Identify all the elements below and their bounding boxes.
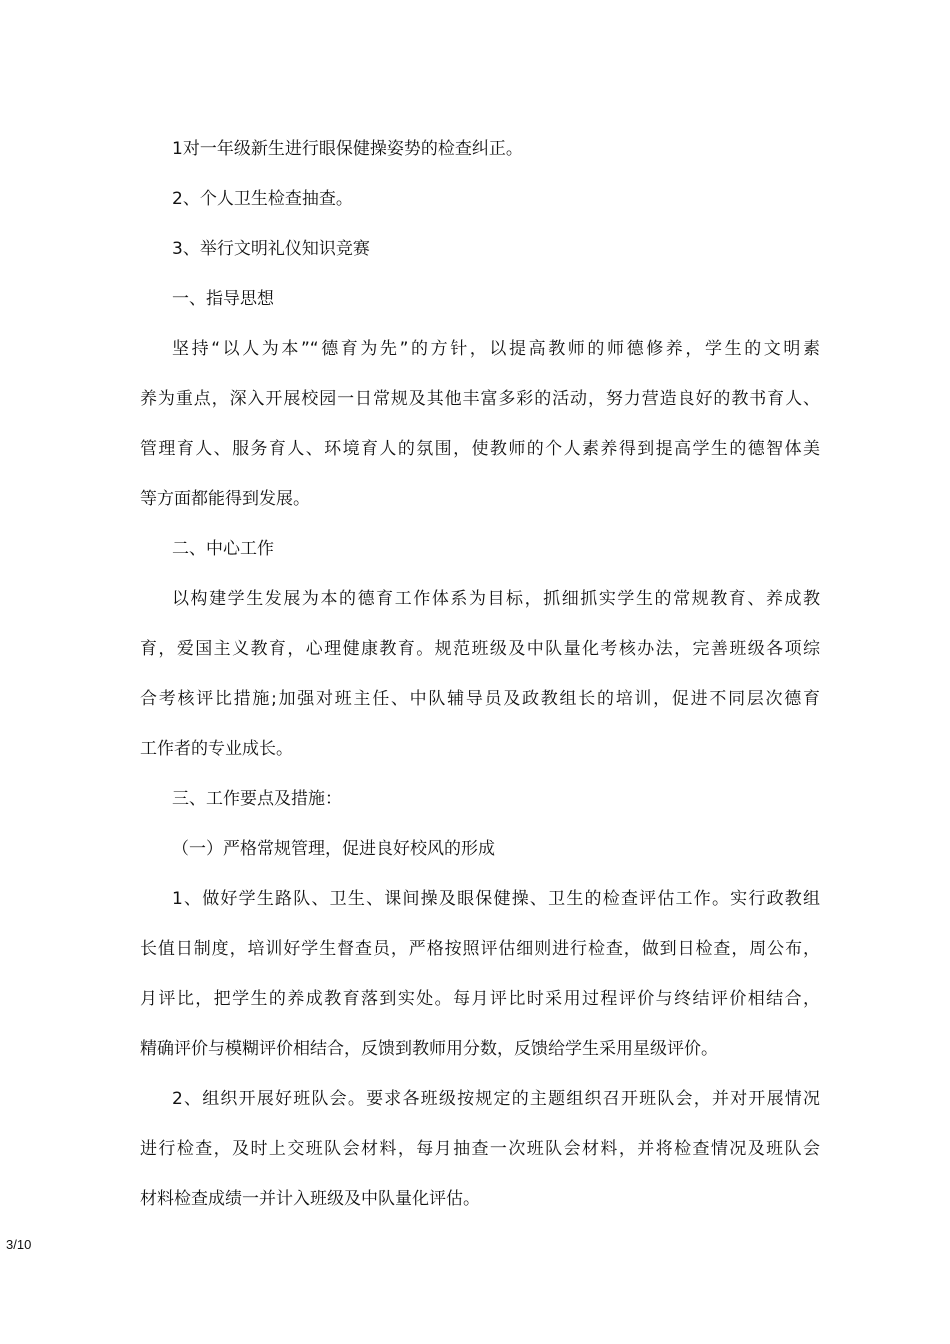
page-number: 3/10 xyxy=(6,1237,32,1252)
paragraph-line: 精确评价与模糊评价相结合，反馈到教师用分数，反馈给学生采用星级评价。 xyxy=(140,1039,718,1059)
list-item: 1对一年级新生进行眼保健操姿势的检查纠正。 xyxy=(172,139,523,159)
paragraph-line: 进行检查，及时上交班队会材料，每月抽查一次班队会材料，并将检查情况及班队会 xyxy=(140,1139,820,1159)
section-heading: 三、工作要点及措施： xyxy=(172,789,342,809)
document-body xyxy=(140,124,820,1224)
paragraph-line: 2、组织开展好班队会。要求各班级按规定的主题组织召开班队会，并对开展情况 xyxy=(172,1089,820,1109)
paragraph-line: 长值日制度，培训好学生督查员，严格按照评估细则进行检查，做到日检查，周公布， xyxy=(140,939,820,959)
paragraph-line: 工作者的专业成长。 xyxy=(140,739,293,759)
section-heading: 二、中心工作 xyxy=(172,539,274,559)
section-heading: 一、指导思想 xyxy=(172,289,274,309)
paragraph-line: 等方面都能得到发展。 xyxy=(140,489,310,509)
paragraph-line: 管理育人、服务育人、环境育人的氛围，使教师的个人素养得到提高学生的德智体美 xyxy=(140,439,820,459)
paragraph-line: 1、做好学生路队、卫生、课间操及眼保健操、卫生的检查评估工作。实行政教组 xyxy=(172,889,820,909)
paragraph-line: 养为重点，深入开展校园一日常规及其他丰富多彩的活动，努力营造良好的教书育人、 xyxy=(140,389,820,409)
paragraph-line: 坚持“以人为本”“德育为先”的方针，以提高教师的师德修养，学生的文明素 xyxy=(172,339,820,359)
paragraph-line: 以构建学生发展为本的德育工作体系为目标，抓细抓实学生的常规教育、养成教 xyxy=(172,589,820,609)
paragraph-line: 合考核评比措施;加强对班主任、中队辅导员及政教组长的培训，促进不同层次德育 xyxy=(140,689,820,709)
paragraph-line: 材料检查成绩一并计入班级及中队量化评估。 xyxy=(140,1189,480,1209)
list-item: 3、举行文明礼仪知识竞赛 xyxy=(172,239,370,259)
subsection-heading: （一）严格常规管理，促进良好校风的形成 xyxy=(172,839,495,859)
list-item: 2、个人卫生检查抽查。 xyxy=(172,189,353,209)
paragraph-line: 育，爱国主义教育，心理健康教育。规范班级及中队量化考核办法，完善班级各项综 xyxy=(140,639,820,659)
paragraph-line: 月评比，把学生的养成教育落到实处。每月评比时采用过程评价与终结评价相结合， xyxy=(140,989,820,1009)
